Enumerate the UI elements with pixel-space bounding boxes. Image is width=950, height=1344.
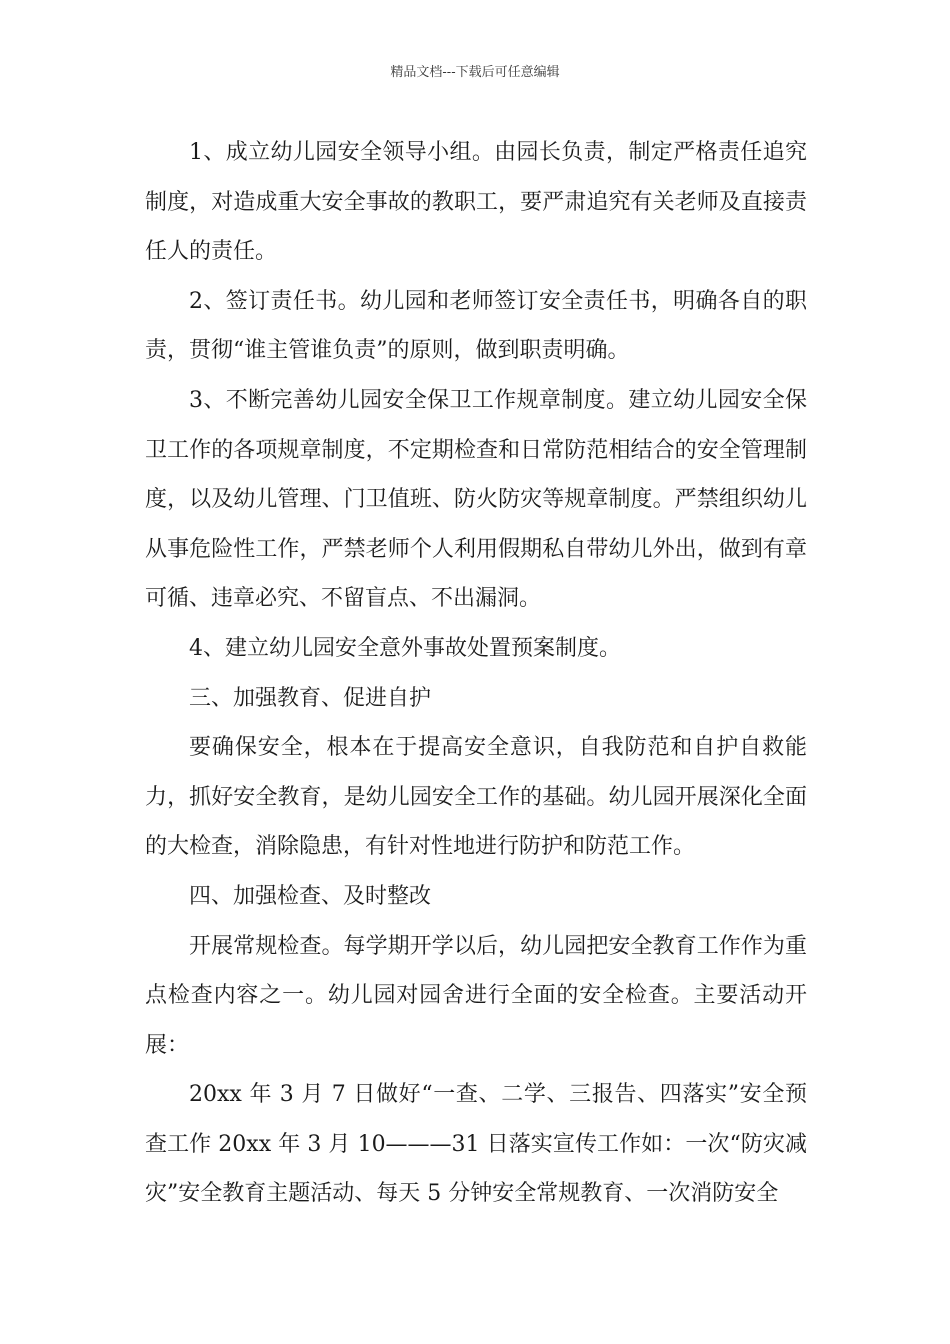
- section-heading-4: 四、加强检查、及时整改: [189, 883, 432, 909]
- paragraph-5: 要确保安全，根本在于提高安全意识，自我防范和自护自救能力，抓好安全教育，是幼儿园安全工作的基础。幼儿园开展深化全面的大检查，消除隐患，有针对性地进行防护和防范工作。: [145, 735, 807, 860]
- paragraph-2: 2、签订责任书。幼儿园和老师签订安全责任书，明确各自的职责，贯彻“谁主管谁负责”的原则，做到职责明确。: [145, 288, 807, 364]
- paragraph-1: 1、成立幼儿园安全领导小组。由园长负责，制定严格责任追究制度，对造成重大安全事故的教职工，要严肃追究有关老师及直接责任人的责任。: [145, 140, 807, 265]
- paragraph-3: 3、不断完善幼儿园安全保卫工作规章制度。建立幼儿园安全保卫工作的各项规章制度，不定期检查和日常防范相结合的安全管理制度，以及幼儿管理、门卫值班、防火防灾等规章制度。严禁组织幼儿从事危险性工作，严禁老师个人利用假期私自带幼儿外出，做到有章可循、违章必究、不留盲点、不出漏洞。: [145, 387, 807, 612]
- document-body: [145, 128, 807, 1219]
- paragraph-6: 开展常规检查。每学期开学以后，幼儿园把安全教育工作作为重点检查内容之一。幼儿园对园舍进行全面的安全检查。主要活动开展：: [145, 933, 807, 1058]
- paragraph-7: 20xx 年 3 月 7 日做好“一查、二学、三报告、四落实”安全预查工作 20xx 年 3 月 10———31 日落实宣传工作如：一次“防灾减灾”安全教育主题活动、每天 5 分钟安全常规教育、一次消防安全: [145, 1082, 807, 1207]
- page-header: 精品文档---下载后可任意编辑: [390, 65, 560, 80]
- paragraph-4: 4、建立幼儿园安全意外事故处置预案制度。: [189, 635, 621, 661]
- section-heading-3: 三、加强教育、促进自护: [189, 685, 432, 711]
